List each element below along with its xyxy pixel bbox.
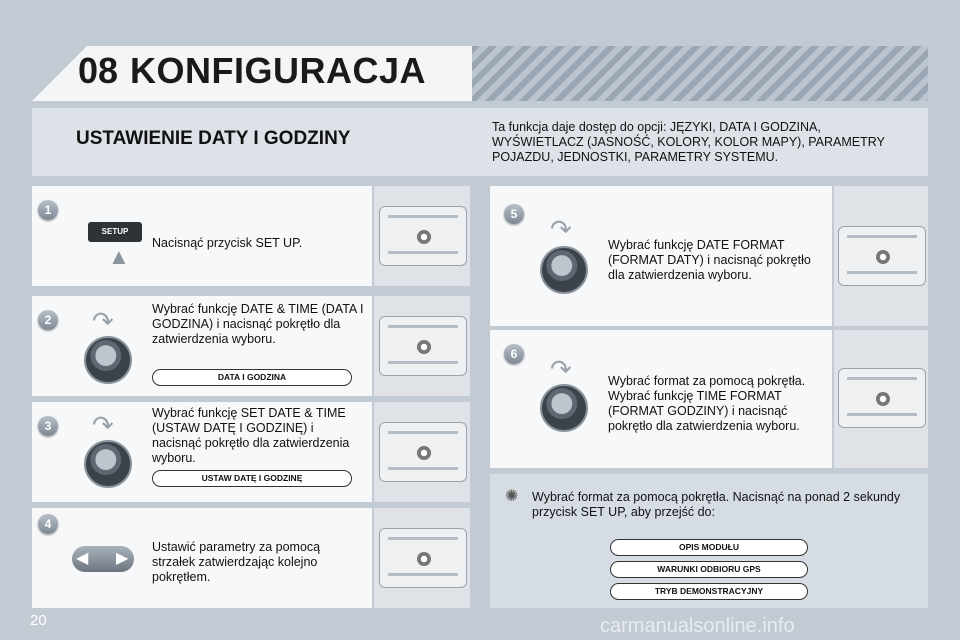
- knob-icon: [84, 440, 132, 488]
- knob-icon: [84, 336, 132, 384]
- radio-unit-image: [379, 206, 467, 266]
- step-5-photo: [834, 186, 928, 326]
- header-stripes: [472, 46, 928, 101]
- left-arrow-icon: ◀: [76, 550, 89, 567]
- tip-option-pill: TRYB DEMONSTRACYJNY: [610, 583, 808, 600]
- step-1-photo: [374, 186, 470, 286]
- step-2-text: Wybrać funkcję DATE & TIME (DATA I GODZINA) i nacisnąć pokrętło dla zatwierdzenia wyboru.: [152, 302, 364, 346]
- step-number: 4: [38, 514, 58, 534]
- right-arrow-icon: ▶: [116, 550, 129, 567]
- step-4-text: Ustawić parametry za pomocą strzałek zatwierdzając kolejno pokrętłem.: [152, 540, 321, 584]
- rotate-arrow-icon: ↷: [550, 214, 572, 244]
- step-number: 6: [504, 344, 524, 364]
- section-title: USTAWIENIE DATY I GODZINY: [76, 128, 351, 149]
- tip-option-pill: OPIS MODUŁU: [610, 539, 808, 556]
- rotate-arrow-icon: ↷: [550, 354, 572, 384]
- knob-icon: [540, 246, 588, 294]
- rotate-arrow-icon: ↷: [92, 306, 114, 336]
- knob-icon: [540, 384, 588, 432]
- step-3-text: Wybrać funkcję SET DATE & TIME (USTAW DATĘ I GODZINĘ) i nacisnąć pokrętło dla zatwierdzenia wyboru.: [152, 406, 350, 465]
- chapter-title: KONFIGURACJA: [130, 50, 427, 91]
- step-3-photo: [374, 402, 470, 502]
- step-6-photo: [834, 330, 928, 468]
- menu-option-pill: USTAW DATĘ I GODZINĘ: [152, 470, 352, 487]
- tip-light-icon: ✺: [505, 488, 519, 505]
- chapter-number: 08: [78, 50, 119, 91]
- step-6-text: Wybrać format za pomocą pokrętła. Wybrać funkcję TIME FORMAT (FORMAT GODZINY) i nacisnąć pokrętło dla zatwierdzenia wyboru.: [608, 374, 806, 433]
- step-4-photo: [374, 508, 470, 608]
- step-number: 5: [504, 204, 524, 224]
- step-2-photo: [374, 296, 470, 396]
- radio-unit-image: [379, 422, 467, 482]
- intro-text: Ta funkcja daje dostęp do opcji: JĘZYKI, DATA I GODZINA, WYŚWIETLACZ (JASNOŚĆ, KOLORY, KOLOR MAPY), PARAMETRY POJAZDU, JEDNOSTKI, PARAMETRY SYSTEMU.: [492, 120, 885, 164]
- radio-unit-image: [379, 528, 467, 588]
- step-number: 3: [38, 416, 58, 436]
- rotate-arrow-icon: ↷: [92, 410, 114, 440]
- tip-text: Wybrać format za pomocą pokrętła. Nacisnąć na ponad 2 sekundy przycisk SET UP, aby przejść do:: [532, 490, 901, 519]
- step-5-text: Wybrać funkcję DATE FORMAT (FORMAT DATY) i nacisnąć pokrętło dla zatwierdzenia wyboru.: [608, 238, 811, 282]
- watermark: carmanualsonline.info: [600, 615, 795, 637]
- tip-option-pill: WARUNKI ODBIORU GPS: [610, 561, 808, 578]
- step-1-text: Nacisnąć przycisk SET UP.: [152, 236, 303, 250]
- radio-unit-image: [379, 316, 467, 376]
- setup-key-icon: SETUP: [88, 222, 142, 242]
- press-arrow-icon: ▲: [108, 244, 130, 269]
- page-number: 20: [30, 612, 47, 629]
- radio-unit-image: [838, 226, 926, 286]
- radio-unit-image: [838, 368, 926, 428]
- step-number: 1: [38, 200, 58, 220]
- menu-option-pill: DATA I GODZINA: [152, 369, 352, 386]
- step-number: 2: [38, 310, 58, 330]
